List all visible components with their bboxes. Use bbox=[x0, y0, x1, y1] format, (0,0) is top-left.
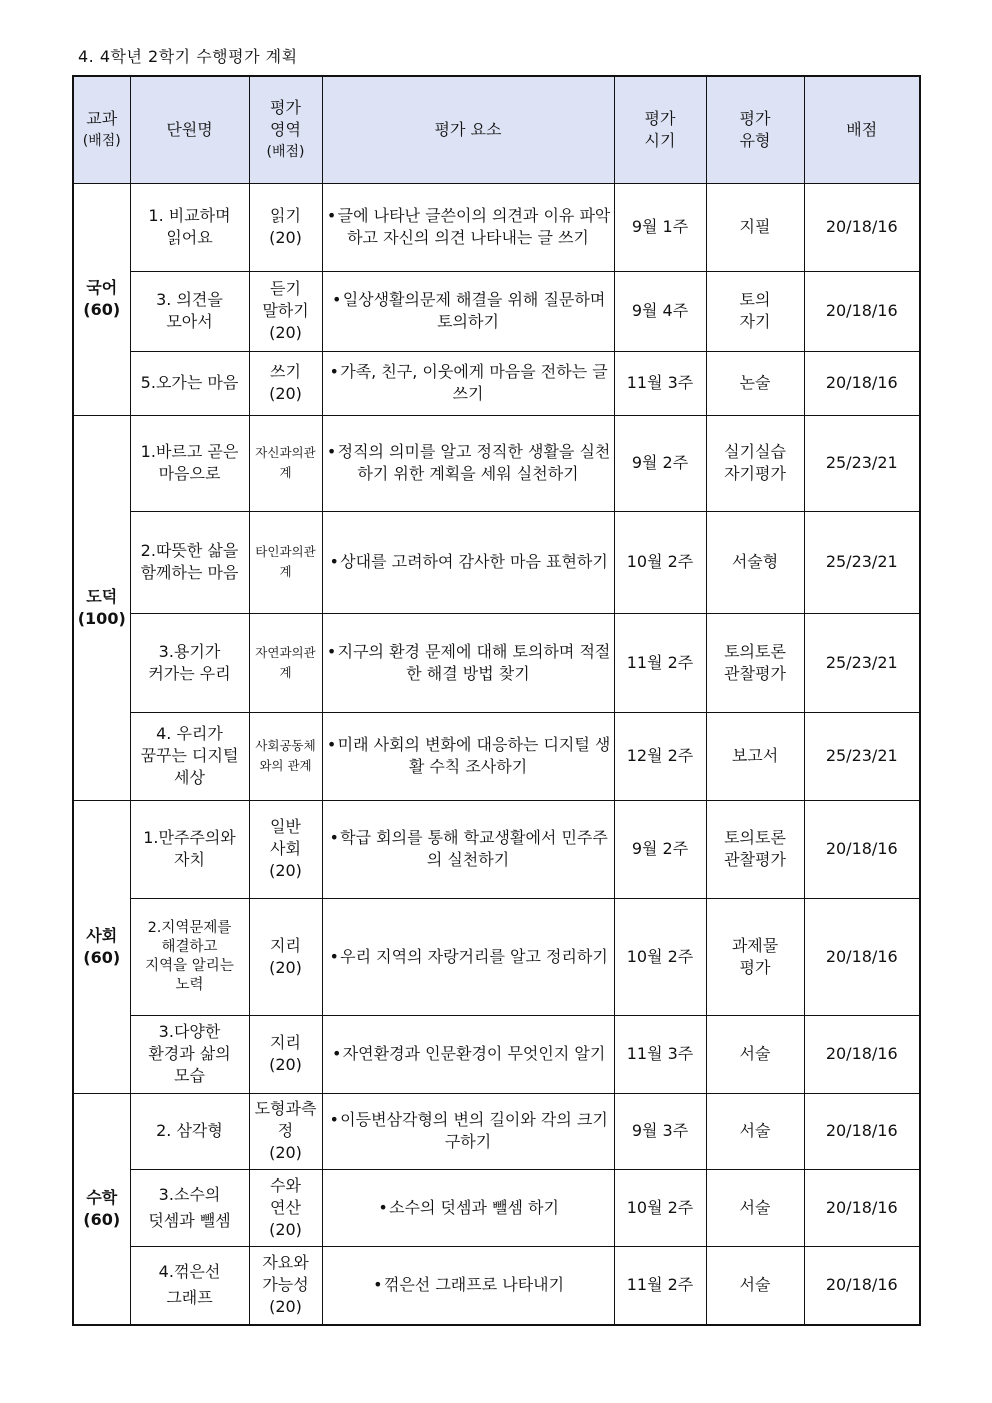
score-cell: 20/18/16 bbox=[804, 1015, 920, 1093]
unit-cell: 5.오가는 마음 bbox=[130, 351, 249, 415]
type-cell: 서술형 bbox=[706, 511, 804, 613]
area-cell: 사회공동체 와의 관계 bbox=[249, 712, 322, 800]
table-row bbox=[73, 511, 920, 613]
type-cell: 과제물 평가 bbox=[706, 898, 804, 1015]
table-row bbox=[73, 183, 920, 271]
element-cell: •우리 지역의 자랑거리를 알고 정리하기 bbox=[322, 898, 614, 1015]
subject-korean: 국어 (60) bbox=[73, 183, 130, 415]
score-cell: 25/23/21 bbox=[804, 415, 920, 511]
area-cell: 자연과의관 계 bbox=[249, 613, 322, 712]
header-subject: 교과 (배점) bbox=[73, 76, 130, 183]
unit-cell: 1.만주주의와 자치 bbox=[130, 800, 249, 898]
area-cell: 지리 (20) bbox=[249, 898, 322, 1015]
element-cell: •이등변삼각형의 변의 길이와 각의 크기 구하기 bbox=[322, 1093, 614, 1169]
subject-ethics: 도덕 (100) bbox=[73, 415, 130, 800]
period-cell: 9월 2주 bbox=[614, 415, 706, 511]
header-score: 배점 bbox=[804, 76, 920, 183]
area-cell: 자요와 가능성 (20) bbox=[249, 1246, 322, 1325]
table-row bbox=[73, 415, 920, 511]
type-cell: 토의 자기 bbox=[706, 271, 804, 351]
table-row bbox=[73, 1169, 920, 1246]
score-cell: 20/18/16 bbox=[804, 183, 920, 271]
type-cell: 토의토론 관찰평가 bbox=[706, 800, 804, 898]
area-cell: 읽기 (20) bbox=[249, 183, 322, 271]
table-row bbox=[73, 613, 920, 712]
area-cell: 타인과의관 계 bbox=[249, 511, 322, 613]
element-cell: •지구의 환경 문제에 대해 토의하며 적절한 해결 방법 찾기 bbox=[322, 613, 614, 712]
type-cell: 논술 bbox=[706, 351, 804, 415]
score-cell: 20/18/16 bbox=[804, 1093, 920, 1169]
unit-cell: 3.소수의 덧셈과 뺄셈 bbox=[130, 1169, 249, 1246]
period-cell: 10월 2주 bbox=[614, 898, 706, 1015]
type-cell: 서술 bbox=[706, 1015, 804, 1093]
type-cell: 보고서 bbox=[706, 712, 804, 800]
table-row bbox=[73, 898, 920, 1015]
subject-social: 사회 (60) bbox=[73, 800, 130, 1093]
unit-cell: 3.다양한 환경과 삶의 모습 bbox=[130, 1015, 249, 1093]
period-cell: 11월 3주 bbox=[614, 1015, 706, 1093]
period-cell: 9월 2주 bbox=[614, 800, 706, 898]
unit-cell: 4. 우리가 꿈꾸는 디지털 세상 bbox=[130, 712, 249, 800]
table-row bbox=[73, 800, 920, 898]
unit-cell: 3.용기가 커가는 우리 bbox=[130, 613, 249, 712]
unit-cell: 2.따뜻한 삶을 함께하는 마음 bbox=[130, 511, 249, 613]
assessment-plan-table bbox=[72, 75, 921, 1326]
type-cell: 실기실습 자기평가 bbox=[706, 415, 804, 511]
table-row bbox=[73, 1093, 920, 1169]
period-cell: 9월 3주 bbox=[614, 1093, 706, 1169]
type-cell: 서술 bbox=[706, 1093, 804, 1169]
score-cell: 20/18/16 bbox=[804, 800, 920, 898]
header-element: 평가 요소 bbox=[322, 76, 614, 183]
table-row bbox=[73, 1015, 920, 1093]
period-cell: 10월 2주 bbox=[614, 1169, 706, 1246]
subject-math: 수학 (60) bbox=[73, 1093, 130, 1325]
document-title: 4. 4학년 2학기 수행평가 계획 bbox=[78, 47, 298, 66]
area-cell: 쓰기 (20) bbox=[249, 351, 322, 415]
element-cell: •학급 회의를 통해 학교생활에서 민주주의 실천하기 bbox=[322, 800, 614, 898]
unit-cell: 1. 비교하며 읽어요 bbox=[130, 183, 249, 271]
area-cell: 일반 사회 (20) bbox=[249, 800, 322, 898]
score-cell: 20/18/16 bbox=[804, 1169, 920, 1246]
type-cell: 토의토론 관찰평가 bbox=[706, 613, 804, 712]
element-cell: •꺾은선 그래프로 나타내기 bbox=[322, 1246, 614, 1325]
element-cell: •자연환경과 인문환경이 무엇인지 알기 bbox=[322, 1015, 614, 1093]
period-cell: 9월 4주 bbox=[614, 271, 706, 351]
type-cell: 서술 bbox=[706, 1246, 804, 1325]
unit-cell: 2.지역문제를 해결하고 지역을 알리는 노력 bbox=[130, 898, 249, 1015]
table-row bbox=[73, 1246, 920, 1325]
header-area: 평가 영역 (배점) bbox=[249, 76, 322, 183]
area-cell: 수와 연산 (20) bbox=[249, 1169, 322, 1246]
period-cell: 12월 2주 bbox=[614, 712, 706, 800]
element-cell: •미래 사회의 변화에 대응하는 디지털 생활 수칙 조사하기 bbox=[322, 712, 614, 800]
table-header-row bbox=[73, 76, 920, 183]
type-cell: 서술 bbox=[706, 1169, 804, 1246]
table-row bbox=[73, 271, 920, 351]
unit-cell: 1.바르고 곧은 마음으로 bbox=[130, 415, 249, 511]
area-cell: 도형과측 정 (20) bbox=[249, 1093, 322, 1169]
header-type: 평가 유형 bbox=[706, 76, 804, 183]
score-cell: 20/18/16 bbox=[804, 898, 920, 1015]
period-cell: 10월 2주 bbox=[614, 511, 706, 613]
area-cell: 지리 (20) bbox=[249, 1015, 322, 1093]
period-cell: 11월 2주 bbox=[614, 1246, 706, 1325]
score-cell: 25/23/21 bbox=[804, 712, 920, 800]
period-cell: 9월 1주 bbox=[614, 183, 706, 271]
element-cell: •소수의 덧셈과 뺄셈 하기 bbox=[322, 1169, 614, 1246]
element-cell: •일상생활의문제 해결을 위해 질문하며 토의하기 bbox=[322, 271, 614, 351]
header-period: 평가 시기 bbox=[614, 76, 706, 183]
score-cell: 20/18/16 bbox=[804, 271, 920, 351]
unit-cell: 2. 삼각형 bbox=[130, 1093, 249, 1169]
area-cell: 자신과의관 계 bbox=[249, 415, 322, 511]
unit-cell: 4.꺾은선 그래프 bbox=[130, 1246, 249, 1325]
score-cell: 25/23/21 bbox=[804, 511, 920, 613]
table-row bbox=[73, 712, 920, 800]
score-cell: 20/18/16 bbox=[804, 351, 920, 415]
score-cell: 25/23/21 bbox=[804, 613, 920, 712]
element-cell: •정직의 의미를 알고 정직한 생활을 실천하기 위한 계획을 세워 실천하기 bbox=[322, 415, 614, 511]
period-cell: 11월 3주 bbox=[614, 351, 706, 415]
header-unit: 단원명 bbox=[130, 76, 249, 183]
element-cell: •글에 나타난 글쓴이의 의견과 이유 파악하고 자신의 의견 나타내는 글 쓰기 bbox=[322, 183, 614, 271]
score-cell: 20/18/16 bbox=[804, 1246, 920, 1325]
type-cell: 지필 bbox=[706, 183, 804, 271]
unit-cell: 3. 의견을 모아서 bbox=[130, 271, 249, 351]
element-cell: •가족, 친구, 이웃에게 마음을 전하는 글쓰기 bbox=[322, 351, 614, 415]
period-cell: 11월 2주 bbox=[614, 613, 706, 712]
table-row bbox=[73, 351, 920, 415]
area-cell: 듣기 말하기 (20) bbox=[249, 271, 322, 351]
element-cell: •상대를 고려하여 감사한 마음 표현하기 bbox=[322, 511, 614, 613]
